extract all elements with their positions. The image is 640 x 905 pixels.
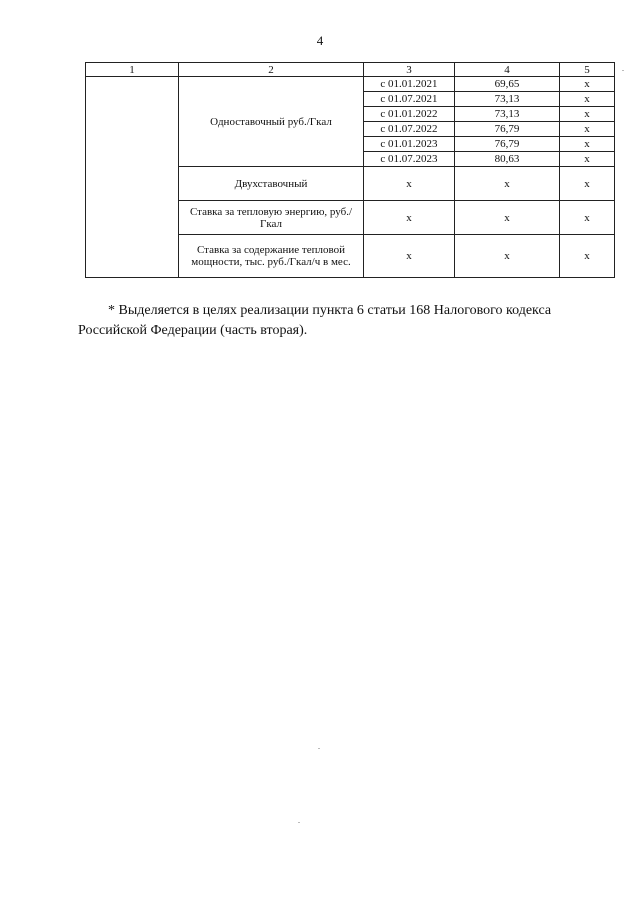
x-cell: x (455, 167, 560, 201)
header-cell: 4 (455, 63, 560, 77)
table-header-row (86, 63, 615, 77)
period-cell: с 01.01.2023 (364, 137, 455, 152)
x-cell: x (560, 107, 615, 122)
power-rate-label: Ставка за содержание тепловой мощности, тыс. руб./Гкал/ч в мес. (179, 235, 364, 278)
two-rate-label: Двухставочный (179, 167, 364, 201)
x-cell: x (455, 235, 560, 278)
period-cell: с 01.07.2021 (364, 92, 455, 107)
col1-empty-cell (86, 77, 179, 278)
x-cell: x (455, 201, 560, 235)
x-cell: x (364, 167, 455, 201)
period-cell: с 01.01.2021 (364, 77, 455, 92)
header-cell: 3 (364, 63, 455, 77)
value-cell: 69,65 (455, 77, 560, 92)
x-cell: x (560, 122, 615, 137)
table-row (86, 77, 615, 92)
period-cell: с 01.07.2023 (364, 152, 455, 167)
x-cell: x (560, 235, 615, 278)
footnote: * Выделяется в целях реализации пункта 6 статьи 168 Налогового кодекса Российской Федерации (часть вторая). (78, 303, 552, 338)
header-cell: 5 (560, 63, 615, 77)
value-cell: 73,13 (455, 92, 560, 107)
x-cell: x (560, 92, 615, 107)
x-cell: x (560, 201, 615, 235)
value-cell: 80,63 (455, 152, 560, 167)
period-cell: с 01.01.2022 (364, 107, 455, 122)
x-cell: x (560, 137, 615, 152)
x-cell: x (560, 167, 615, 201)
tariff-table (85, 62, 615, 278)
value-cell: 76,79 (455, 122, 560, 137)
period-cell: с 01.07.2022 (364, 122, 455, 137)
value-cell: 76,79 (455, 137, 560, 152)
x-cell: x (364, 235, 455, 278)
value-cell: 73,13 (455, 107, 560, 122)
single-rate-label: Одноставочный руб./Гкал (179, 77, 364, 167)
header-cell: 1 (86, 63, 179, 77)
scan-speck (622, 70, 624, 71)
energy-rate-label: Ставка за тепловую энергию, руб./Гкал (179, 201, 364, 235)
page-number: 4 (316, 33, 324, 48)
header-cell: 2 (179, 63, 364, 77)
x-cell: x (560, 152, 615, 167)
scan-speck (298, 822, 300, 823)
scan-speck (318, 748, 320, 749)
x-cell: x (560, 77, 615, 92)
x-cell: x (364, 201, 455, 235)
